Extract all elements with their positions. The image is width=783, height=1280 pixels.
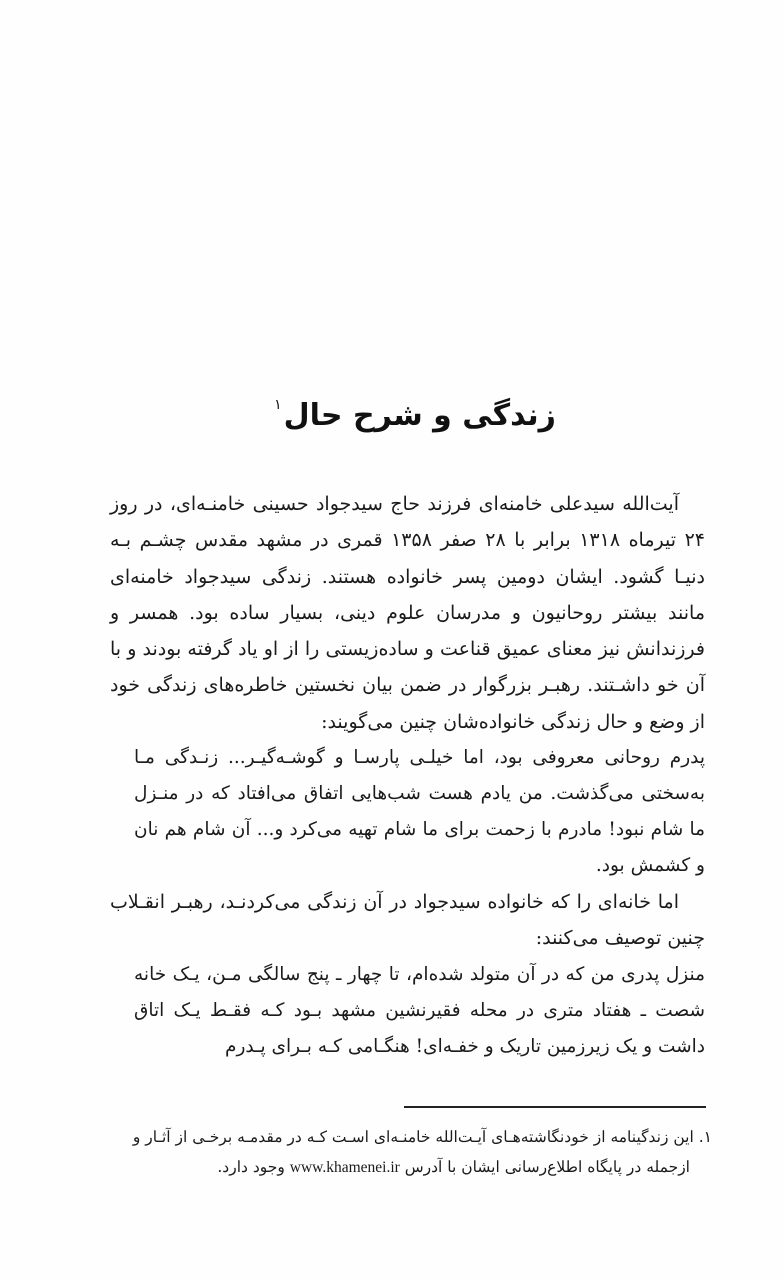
quote-house: منزل پدری من که در آن متولد شده‌ام، تا چهار ـ پنج سالگی مـن، یـک خانه شصت ـ هفتاد متری در محله فقیرنشین مشهد بـود کـه فقـط یـک اتاق داشت و یک زیرزمین تاریک و خفـه‌ای! هنگـامی کـه بـرای پـدرم — [134, 963, 705, 1057]
footnote-line-2 — [100, 1152, 712, 1183]
footnote-url: www.khamenei.ir — [289, 1159, 400, 1176]
footnote-divider — [404, 1106, 706, 1108]
footnote-number: ۱. — [698, 1128, 712, 1146]
body-text — [110, 486, 705, 1065]
footnote-line-1: این زندگینامه از خودنگاشته‌هـای آیـت‌الله خامنـه‌ای اسـت کـه در مقدمـه برخـی از آثـار و — [132, 1128, 694, 1146]
quote-childhood: پدرم روحانی معروفی بود، اما خیلـی پارسـا و گوشـه‌گیـر... زنـدگی مـا به‌سختی می‌گذشت. من یادم هست شب‌هایی اتفاق می‌افتاد که در منـزل ما شام نبود! مادرم با زحمت برای ما شام تهیه می‌کرد و... آن شام هم نان و کشمش بود. — [134, 747, 705, 877]
footnote-text-before-url: ازجمله در پایگاه اطلاع‌رسانی ایشان با آدرس — [404, 1158, 690, 1176]
chapter-title: زندگی و شرح حال — [283, 398, 556, 434]
footnote-text-after-url: وجود دارد. — [217, 1158, 285, 1176]
footnote — [100, 1122, 712, 1183]
paragraph-house: اما خانه‌ای را که خانواده سیدجواد در آن زندگی می‌کردنـد، رهبـر انقـلاب چنین توصیف می‌کنند: — [110, 891, 705, 950]
paragraph-intro: آیت‌الله سیدعلی خامنه‌ای فرزند حاج سیدجواد حسینی خامنـه‌ای، در روز ۲۴ تیرماه ۱۳۱۸ برابر با ۲۸ صفر ۱۳۵۸ قمری در مشهد مقدس چشـم بـه دنیـا گشود. ایشان دومین پسر خانواده هستند. زندگی سیدجواد خامنه‌ای مانند بیشتر روحانیون و مدرسان علوم دینی، بسیار ساده بود. همسر و فرزندانش نیز معنای عمیق قناعت و ساده‌زیستی را از او یاد گرفته بودند و با آن خو داشـتند. رهبـر بزرگوار در ضمن بیان نخستین خاطره‌های زندگی خود از وضع و حال زندگی خانواده‌شان چنین می‌گویند: — [110, 493, 705, 733]
chapter-heading — [200, 382, 630, 439]
footnote-reference-marker: ۱ — [274, 397, 282, 414]
